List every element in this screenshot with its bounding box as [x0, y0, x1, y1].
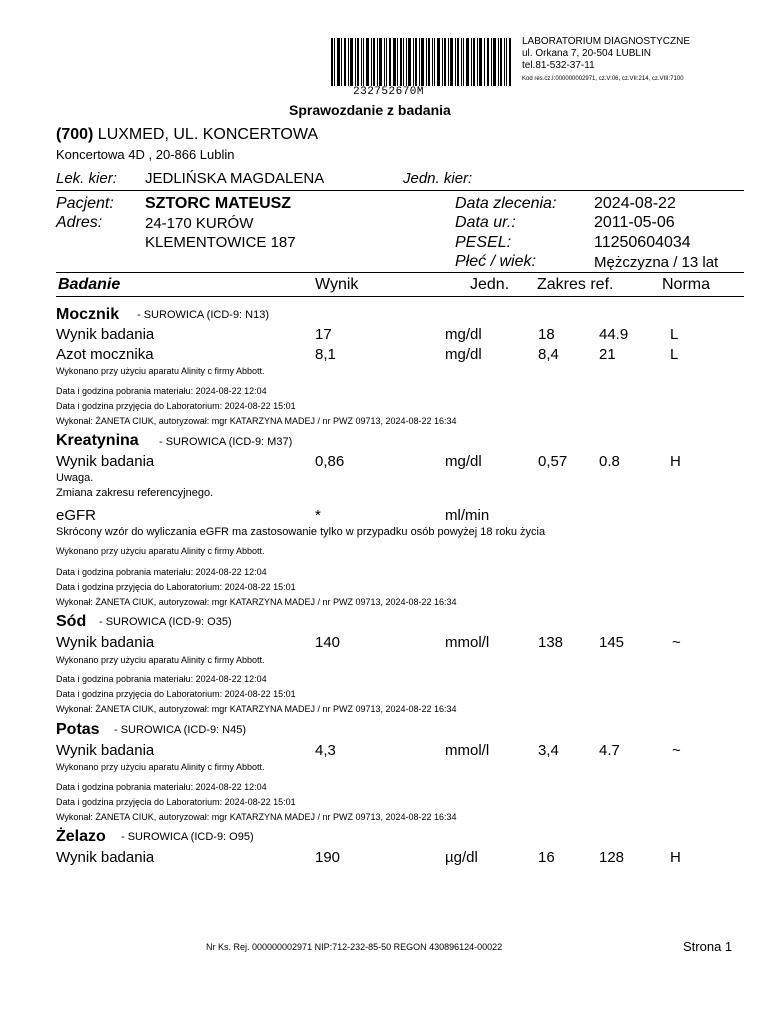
ref-min: 138	[538, 634, 564, 651]
ref-max: 21	[599, 346, 616, 363]
lab-codes: Kod res.cz.I:000000002971, cz.V:06, cz.VII:214, cz.VIII:7100	[522, 76, 684, 82]
pesel-label: PESEL:	[455, 234, 512, 251]
result-value: *	[315, 507, 321, 524]
device-note: Wykonano przy użyciu aparatu Alinity c firmy Abbott.	[56, 546, 265, 556]
result-value: 4,3	[315, 742, 336, 759]
performed-by: Wykonał: ŻANETA CIUK, autoryzował: mgr KATARZYNA MADEJ / nr PWZ 09713, 2024-08-22 16:34	[56, 416, 457, 426]
result-unit: µg/dl	[445, 849, 478, 866]
result-flag: L	[670, 326, 679, 343]
result-unit: mg/dl	[445, 453, 482, 470]
col-wynik: Wynik	[315, 276, 359, 293]
test-title: Potas	[56, 721, 100, 738]
result-label: eGFR	[56, 507, 97, 524]
result-flag: ~	[672, 634, 681, 651]
result-unit: ml/min	[445, 507, 490, 524]
ref-min: 16	[538, 849, 555, 866]
clinic-title: LUXMED, UL. KONCERTOWA	[93, 126, 318, 143]
result-value: 17	[315, 326, 332, 343]
lab-street: ul. Orkana 7, 20-504 LUBLIN	[522, 48, 651, 59]
address-label: Adres:	[56, 214, 103, 231]
clinic-code: (700)	[56, 126, 94, 143]
test-title: Żelazo	[56, 828, 106, 845]
registry-info: Nr Ks. Rej. 000000002971 NIP:712-232-85-50 REGON 430896124-00022	[206, 942, 503, 952]
birth-date-label: Data ur.:	[455, 214, 516, 231]
result-value: 0,86	[315, 453, 345, 470]
reception-time: Data i godzina przyjęcia do Laboratorium: 2024-08-22 15:01	[56, 689, 296, 699]
collection-time: Data i godzina pobrania materiału: 2024-08-22 12:04	[56, 674, 267, 684]
test-title: Mocznik	[56, 306, 120, 323]
patient-label: Pacjent:	[56, 195, 114, 212]
performed-by: Wykonał: ŻANETA CIUK, autoryzował: mgr KATARZYNA MADEJ / nr PWZ 09713, 2024-08-22 16:34	[56, 704, 457, 714]
jedn-kier-label: Jedn. kier:	[403, 170, 473, 187]
ref-max: 128	[599, 849, 625, 866]
sex-age: Mężczyzna / 13 lat	[594, 254, 719, 271]
clinic-name	[56, 126, 318, 144]
result-unit: mg/dl	[445, 346, 482, 363]
egfr-note: Skrócony wzór do wyliczania eGFR ma zastosowanie tylko w przypadku osób powyżej 18 roku życia	[56, 526, 546, 538]
patient-address-line1: 24-170 KURÓW	[145, 215, 254, 232]
test-specimen: - SUROWICA (ICD-9: N45)	[114, 724, 247, 736]
lab-name: LABORATORIUM DIAGNOSTYCZNE	[522, 36, 690, 47]
test-title: Sód	[56, 613, 87, 630]
test-specimen: - SUROWICA (ICD-9: N13)	[137, 309, 270, 321]
result-flag: ~	[672, 742, 681, 759]
result-unit: mmol/l	[445, 634, 490, 651]
result-label: Wynik badania	[56, 634, 155, 651]
col-badanie: Badanie	[58, 276, 121, 293]
ref-min: 8,4	[538, 346, 559, 363]
result-value: 190	[315, 849, 341, 866]
lek-kier-label: Lek. kier:	[56, 170, 117, 187]
ref-max: 0.8	[599, 453, 620, 470]
test-specimen: - SUROWICA (ICD-9: O35)	[99, 616, 232, 628]
ref-min: 0,57	[538, 453, 568, 470]
page-number: Strona 1	[683, 939, 733, 954]
lab-phone: tel.81-532-37-11	[522, 60, 595, 71]
barcode	[331, 38, 511, 86]
performed-by: Wykonał: ŻANETA CIUK, autoryzował: mgr KATARZYNA MADEJ / nr PWZ 09713, 2024-08-22 16:34	[56, 597, 457, 607]
clinic-address: Koncertowa 4D , 20-866 Lublin	[56, 147, 235, 162]
col-norma: Norma	[662, 276, 711, 293]
collection-time: Data i godzina pobrania materiału: 2024-08-22 12:04	[56, 386, 267, 396]
result-flag: H	[670, 849, 681, 866]
result-unit: mmol/l	[445, 742, 490, 759]
result-label: Wynik badania	[56, 849, 155, 866]
divider	[56, 272, 744, 273]
patient-name: SZTORC MATEUSZ	[145, 195, 292, 212]
divider	[56, 296, 744, 297]
ref-min: 3,4	[538, 742, 559, 759]
ref-max: 145	[599, 634, 625, 651]
barcode-number: 232752670M	[353, 86, 425, 98]
col-jedn: Jedn.	[470, 276, 510, 293]
document-title: Sprawozdanie z badania	[289, 102, 451, 118]
device-note: Wykonano przy użyciu aparatu Alinity c firmy Abbott.	[56, 366, 265, 376]
order-date: 2024-08-22	[594, 195, 676, 212]
warning-note: Uwaga.	[56, 472, 94, 484]
test-specimen: - SUROWICA (ICD-9: M37)	[159, 436, 293, 448]
sex-age-label: Płeć / wiek:	[455, 253, 536, 270]
lek-kier-value: JEDLIŃSKA MAGDALENA	[145, 170, 325, 187]
result-value: 8,1	[315, 346, 336, 363]
collection-time: Data i godzina pobrania materiału: 2024-08-22 12:04	[56, 782, 267, 792]
result-label: Wynik badania	[56, 453, 155, 470]
device-note: Wykonano przy użyciu aparatu Alinity c firmy Abbott.	[56, 655, 265, 665]
result-value: 140	[315, 634, 341, 651]
ref-max: 44.9	[599, 326, 629, 343]
result-label: Wynik badania	[56, 326, 155, 343]
order-date-label: Data zlecenia:	[455, 195, 557, 212]
ref-min: 18	[538, 326, 555, 343]
result-flag: H	[670, 453, 681, 470]
collection-time: Data i godzina pobrania materiału: 2024-08-22 12:04	[56, 567, 267, 577]
patient-address-line2: KLEMENTOWICE 187	[145, 234, 296, 251]
result-label: Azot mocznika	[56, 346, 154, 363]
reception-time: Data i godzina przyjęcia do Laboratorium: 2024-08-22 15:01	[56, 582, 296, 592]
ref-max: 4.7	[599, 742, 620, 759]
result-flag: L	[670, 346, 679, 363]
divider	[56, 190, 744, 191]
col-zakres: Zakres ref.	[537, 276, 614, 293]
birth-date: 2011-05-06	[594, 214, 675, 231]
test-title: Kreatynina	[56, 432, 139, 449]
test-specimen: - SUROWICA (ICD-9: O95)	[121, 831, 254, 843]
result-unit: mg/dl	[445, 326, 482, 343]
device-note: Wykonano przy użyciu aparatu Alinity c firmy Abbott.	[56, 762, 265, 772]
reception-time: Data i godzina przyjęcia do Laboratorium: 2024-08-22 15:01	[56, 797, 296, 807]
reception-time: Data i godzina przyjęcia do Laboratorium: 2024-08-22 15:01	[56, 401, 296, 411]
result-label: Wynik badania	[56, 742, 155, 759]
performed-by: Wykonał: ŻANETA CIUK, autoryzował: mgr KATARZYNA MADEJ / nr PWZ 09713, 2024-08-22 16:34	[56, 812, 457, 822]
pesel: 11250604034	[594, 234, 691, 251]
reference-change-note: Zmiana zakresu referencyjnego.	[56, 487, 214, 499]
